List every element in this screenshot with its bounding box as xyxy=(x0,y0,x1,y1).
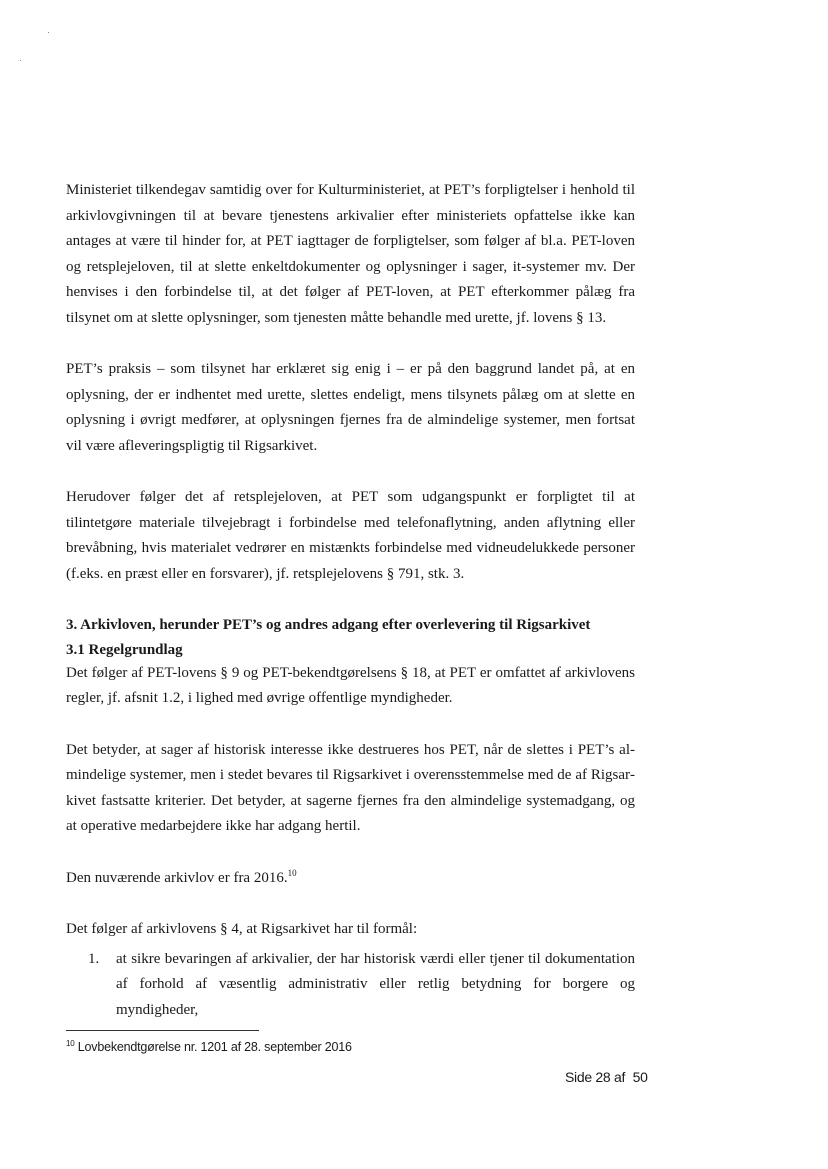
paragraph: Det følger af PET-lovens § 9 og PET-bekendtgørelsens § 18, at PET er omfattet af arkivlovens regler, jf. afsnit 1.2, i lighed med øvrige offentlige myndigheder. xyxy=(66,664,635,706)
paragraph: PET’s praksis – som tilsynet har erklæret sig enig i – er på den baggrund landet på, at en oplysning, der er indhentet med urette, slettes endeligt, mens tilsynets pålæg om at slette en oplysning i øvrigt medfører, at oplysningen fjernes fra de almindelige systemer, men fortsat vil være afleveringspligtig til Rigsarkivet. xyxy=(66,361,635,454)
page-current: 28 xyxy=(595,1069,611,1085)
current-law-text: Den nuværende arkivlov er fra 2016. xyxy=(66,869,288,886)
page-number xyxy=(565,1069,648,1085)
footnote-number: 10 xyxy=(66,1038,75,1048)
page-label: Side xyxy=(565,1069,592,1085)
footnote-text: Lovbekendtgørelse nr. 1201 af 28. september 2016 xyxy=(74,1040,352,1054)
footnote xyxy=(66,1040,352,1054)
paragraph: Ministeriet tilkendegav samtidig over for Kulturministeriet, at PET’s forpligtelser i henhold til arkivlovgivningen til at bevare tjenestens arkivalier efter ministeriets opfattelse ikke kan antages at være til hinder for, at PET iagttager de forpligtelser, som følger af bl.a. PET-loven og retsplejeloven, til at slette enkeltdokumenter og oplysninger i sager, it-systemer mv. Der henvises i den forbindelse til, at det følger af PET-loven, at PET efterkommer pålæg fra tilsynet om at slette oplysninger, som tjenesten måtte behandle med urette, jf. lovens § 13. xyxy=(66,182,635,326)
purpose-intro: Det følger af arkivlovens § 4, at Rigsarkivet har til formål: xyxy=(66,921,418,937)
list-item-text: at sikre bevaringen af arkivalier, der har historisk værdi eller tjener til dokumentation af forhold af væsentlig administrativ eller retlig betydning for borgere og myndigheder, xyxy=(116,950,635,1018)
section-heading: 3. Arkivloven, herunder PET’s og andres adgang efter overlevering til Rigsarkivet xyxy=(66,617,591,633)
footnote-reference: 10 xyxy=(287,867,297,878)
purpose-list xyxy=(66,947,635,1024)
paragraph: Herudover følger det af retsplejeloven, at PET som udgangspunkt er forpligtet til at tilintetgøre materiale tilvejebragt i forbindelse med telefonaflytning, anden aflytning eller brevåbning, hvis materialet vedrører en mistænkts forbindelse med vidneudelukkede personer (f.eks. en præst eller en forsvarer), jf. retsplejelovens § 791, stk. 3. xyxy=(66,489,635,582)
paragraph: Det betyder, at sager af historisk interesse ikke destrueres hos PET, når de slettes i PET’s almindelige systemer, men i stedet bevares til Rigsarkivet i overensstemmelse med de af Rigsarkivet fastsatte kriterier. Det betyder, at sagerne fjernes fra den almindelige systemadgang, og at operative medarbejdere ikke har adgang hertil. xyxy=(66,741,635,834)
list-item xyxy=(66,947,635,1024)
scan-speck xyxy=(20,60,21,61)
page-of: af xyxy=(614,1069,626,1085)
page-total: 50 xyxy=(632,1069,648,1085)
scan-speck xyxy=(48,32,49,33)
footnote-separator xyxy=(66,1030,259,1031)
list-item-number: 1. xyxy=(88,950,100,967)
subsection-heading: 3.1 Regelgrundlag xyxy=(66,641,183,658)
body-text xyxy=(66,178,635,1023)
current-law-paragraph xyxy=(66,866,635,892)
